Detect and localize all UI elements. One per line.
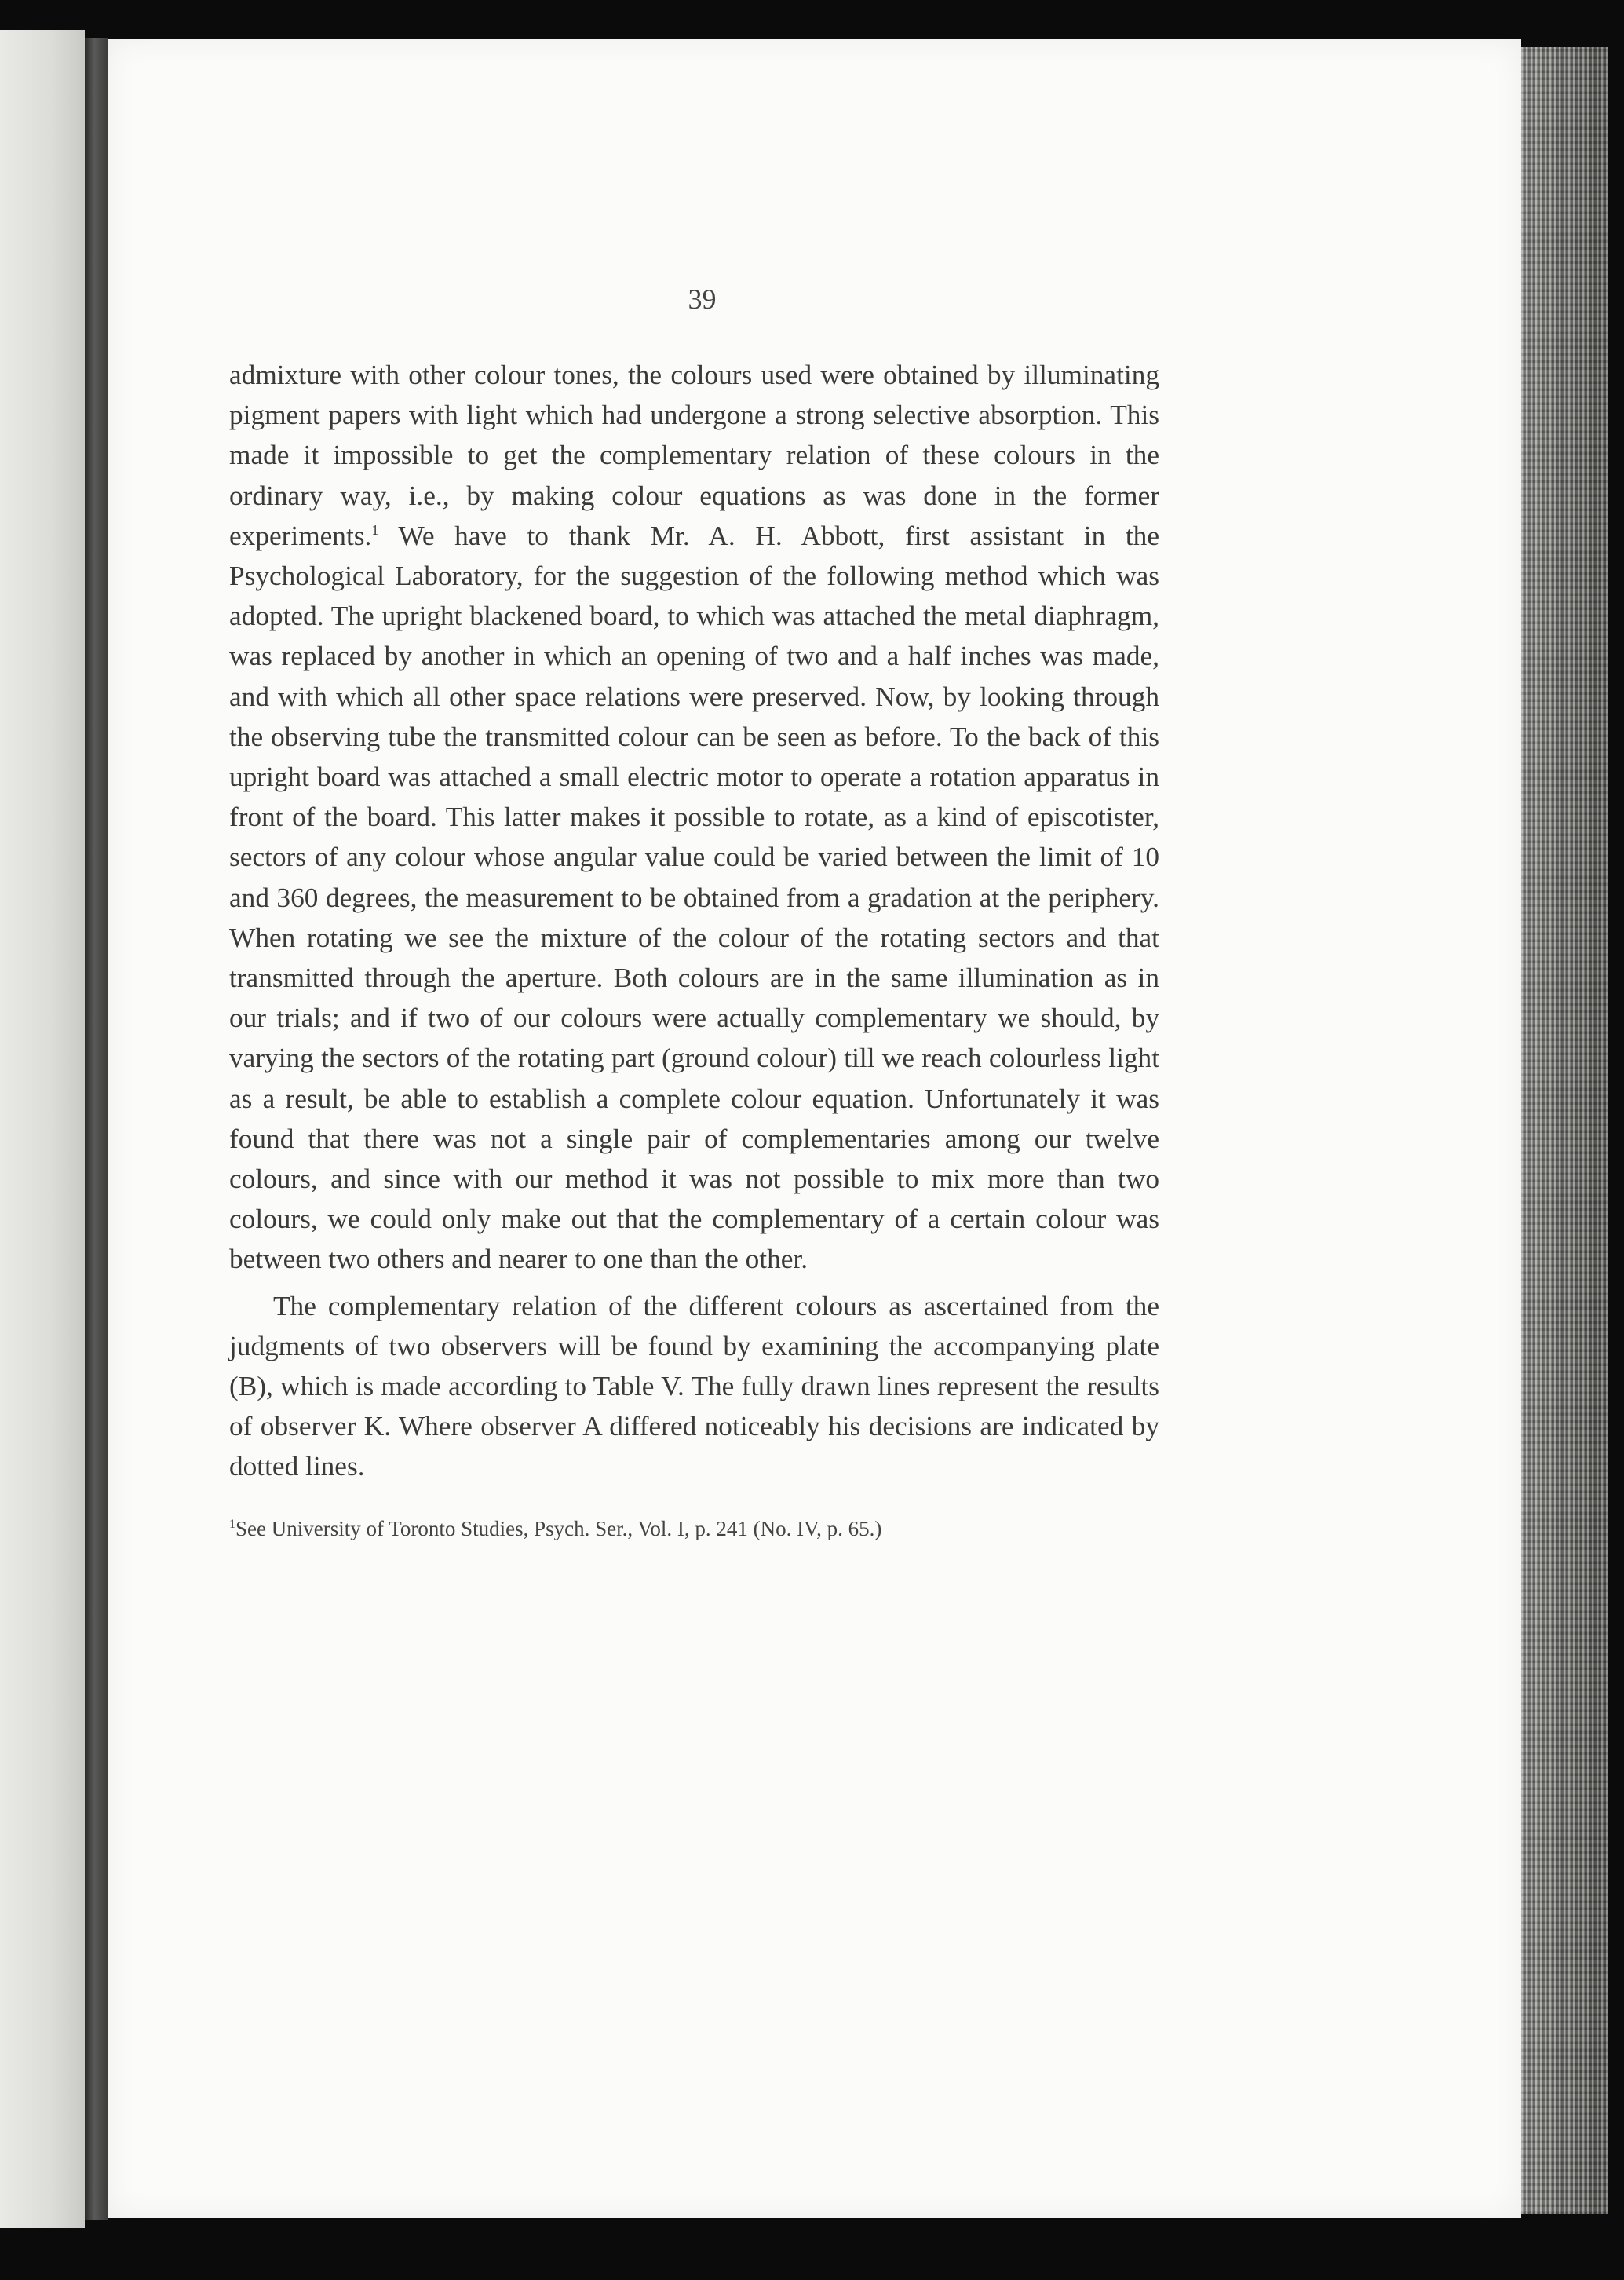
footnote-mark: 1 [229, 1517, 235, 1531]
page-text-block [229, 283, 1159, 1543]
paragraph-1-continuation: We have to thank Mr. A. H. Abbott, first assistant in the Psychological Laboratory, for the suggestion of the following method which was adopted. The upright blackened board, to which was attached the metal diaphragm, was replaced by another in which an opening of two and a half inches was made, and with which all other space relations were preserved. Now, by looking through the observing tube the transmitted colour can be seen as before. To the back of this upright board was attached a small electric motor to operate a rotation apparatus in front of the board. This latter makes it possible to rotate, as a kind of episcotister, sectors of any colour whose angular value could be varied between the limit of 10 and 360 degrees, the measurement to be obtained from a gradation at the periphery. When rotating we see the mixture of the colour of the rotating sectors and that transmitted through the aperture. Both colours are in the same illumination as in our trials; and if two of our colours were actually complementary we should, by varying the sectors of the rotating part (ground colour) till we reach colourless light as a result, be able to establish a complete colour equation. Unfortunately it was found that there was not a single pair of complementaries among our twelve colours, and since with our method it was not possible to mix more than two colours, we could only make out that the complementary of a certain colour was between two others and nearer to one than the other. [229, 520, 1159, 1275]
book-fore-edge [1521, 47, 1608, 2214]
footnote-reference: 1 [371, 522, 379, 539]
book-binding [85, 38, 108, 2220]
paragraph-2: The complementary relation of the different colours as ascertained from the judgments of two observers will be found by examining the accompanying plate (B), which is made according to Table V. The fully drawn lines represent the results of observer K. Where observer A differed noticeably his decisions are indicated by dotted lines. [229, 1290, 1159, 1482]
page-number: 39 [688, 283, 717, 315]
paragraph-1 [229, 355, 1159, 1280]
body-text [229, 355, 1159, 1487]
footnote [229, 1515, 1159, 1543]
paragraph-1-text: admixture with other colour tones, the colours used were obtained by illuminating pigment papers with light which had undergone a strong selective absorption. This made it impossible to get the complementary relation of these colours in the ordinary way, i.e., by making colour equations as was done in the former experiments. [229, 360, 1159, 551]
footnote-text: See University of Toronto Studies, Psych. Ser., Vol. I, p. 241 (No. IV, p. 65.) [235, 1516, 882, 1540]
previous-page-edge [0, 30, 85, 2228]
